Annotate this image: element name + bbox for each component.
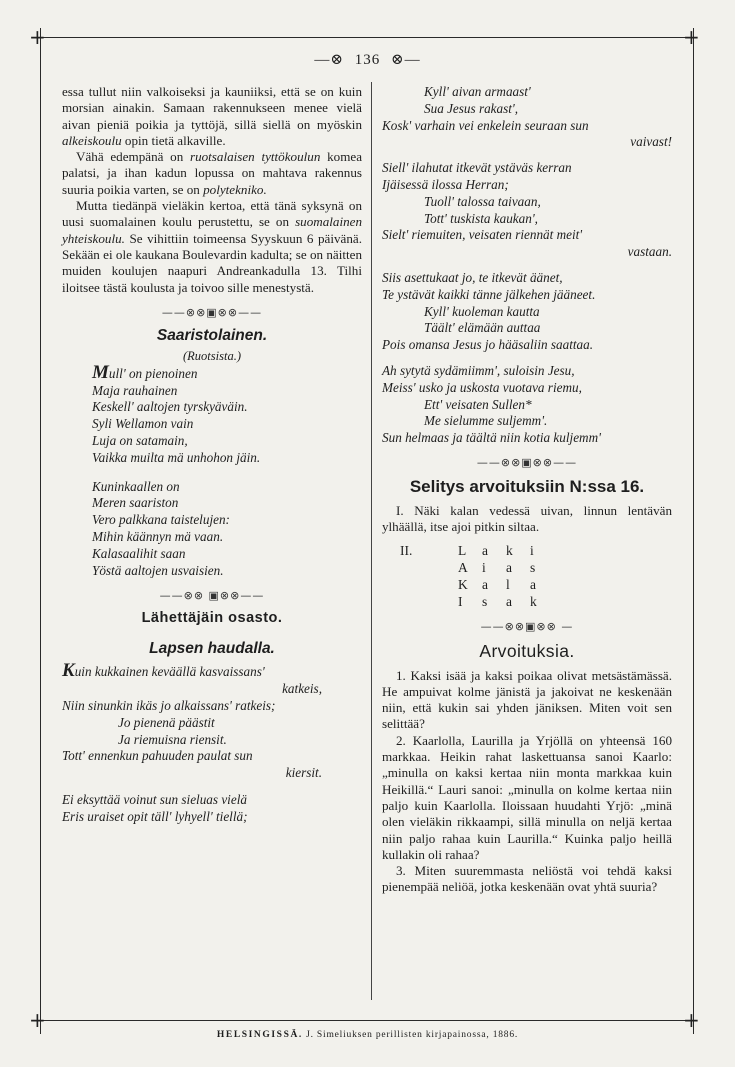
riddle-item: 3. Miten suuremmasta neliöstä voi tehdä kaksi pienempää neliöä, jotka keskenään ovat yhtä suuria? [382, 863, 672, 895]
poem-line: Mihin käännyn mä vaan. [92, 529, 224, 545]
imprint-city: HELSINGISSÄ. [216, 1030, 303, 1040]
stanza [92, 361, 362, 467]
grid-letter: k [530, 593, 537, 609]
text-run: essa tullut niin valkoiseksi ja kauniiksi, että se on kuin morsian ainakin. Samaan rakennukseen menee vielä aivan pieniä poikia ja tyttöjä, sillä siellä on myöskin [62, 84, 362, 132]
poem-saaristolainen [92, 361, 362, 580]
drop-cap: K [62, 660, 75, 682]
text-run: Se vihittiin toimeensa Syyskuun 6 päivänä. Sekään ei ole kaukana Boulevardin kadulta; se on näitten muiden koulujen naapuri Andreankadulla 13. Tilhi iloitsee tästä koulusta ja toivoo sille menestystä. [62, 230, 362, 295]
text-run: Mutta tiedänpä vieläkin kertoa, että tänä syksynä on uusi suomalainen koulu perustettu, se on [62, 198, 362, 230]
answers-text [382, 503, 672, 536]
poem-line: Meren saariston [92, 495, 179, 511]
poem-line: Kyll' kuoleman kautta [424, 303, 540, 319]
text-run: Vähä edempänä on [76, 149, 184, 165]
text-run: polytekniko. [203, 181, 267, 197]
answer-item: I. Näki kalan vedessä uivan, linnun lentävän ylhäällä, itse ajoi pitkin siltaa. [382, 502, 672, 535]
poem-line: Ijäisessä ilossa Herran; [382, 176, 509, 192]
poem-line: vaivast! [630, 134, 672, 150]
poem-title: Saaristolainen. [156, 326, 268, 344]
drop-cap: M [92, 361, 109, 383]
poem-line: Siell' ilahutat itkevät ystäväs kerran [382, 160, 572, 176]
ornament-right-icon: ⊗— [391, 52, 421, 68]
text-run: opin tietä alkaville. [124, 132, 226, 148]
grid-letter: l [506, 576, 510, 592]
word-square [382, 542, 672, 610]
poem-line: Vaikka muilta mä unhohon jäin. [92, 449, 261, 465]
poem-line: Tott' ennenkun pahuuden paulat sun [62, 748, 253, 764]
top-rule [36, 37, 696, 38]
answers-heading: Selitys arvoituksiin N:ssa 16. [409, 476, 645, 496]
crop-mark-icon: + [29, 1008, 46, 1032]
grid-letter: I [458, 593, 463, 609]
grid-letter: a [482, 542, 488, 558]
poem-line: Ei eksyttää voinut sun sieluas vielä [62, 792, 247, 807]
grid-letter: a [530, 576, 536, 592]
left-rule [40, 28, 41, 1034]
grid-letter: i [482, 559, 486, 575]
left-column [62, 84, 362, 835]
poem-line: Siis asettukaat jo, te itkevät äänet, [382, 269, 563, 285]
page-number: 136 [354, 52, 381, 68]
text-run: komea palatsi, ja ihan kadun lopussa on mahtava rakennus suuria poikia varten, se on [62, 149, 363, 197]
stanza [62, 660, 362, 782]
poem-line: Me sielumme suljemm'. [424, 413, 548, 429]
poem-line: Luja on satamain, [92, 433, 188, 449]
crop-mark-icon: + [29, 25, 46, 49]
riddles-text [382, 668, 672, 896]
poem-line: ull' on pienoinen [108, 365, 198, 381]
section-heading: Lähettäjäin osasto. [141, 610, 283, 627]
right-column [382, 84, 672, 896]
right-rule [693, 28, 694, 1034]
poem-line: Ett' veisaten Sullen* [424, 396, 532, 412]
grid-letter: a [506, 559, 512, 575]
poem-line: uin kukkainen keväällä kasvaissans' [74, 664, 265, 680]
riddle-item: 1. Kaksi isää ja kaksi poikaa olivat metsästämässä. He ampuivat kolme jänistä ja jakoivat ne keskenään niin, että kukin sai yhden jäniksen. Miten voit sen selittää? [382, 667, 672, 732]
grid-letter: a [506, 593, 512, 609]
stanza [382, 84, 672, 151]
ornament-divider: ——⊗⊗▣⊗⊗—— [161, 305, 263, 319]
poem-line: Keskell' aaltojen tyrskyäväin. [92, 399, 248, 415]
answer-label: II. [400, 542, 413, 558]
poem-line: Täält' elämään auttaa [424, 320, 541, 336]
stanza [382, 270, 672, 354]
text-run: ruotsalaisen tyttökoulun [189, 149, 321, 165]
crop-mark-icon: + [683, 1008, 700, 1032]
riddle-item: 2. Kaarlolla, Laurilla ja Yrjöllä on yhteensä 160 markkaa. Heikin rahat laskettuansa sanoi Kaarlo: „minulla on kaksi kertaa niin monta markkaa kuin Heikillä.“ Lauri sanoi: „minulla on kolme kertaa niin paljo kuin Kaarlolla. Iloissaan huudahti Yrjö: „minä olen vieläkin rikkaampi, sillä minulla on neljä kertaa niin paljo rahaa kuin Laurilla.“ Kuinka paljo heillä kullakin oli rahaa? [382, 732, 672, 862]
poem-line: Meiss' usko ja uskosta vuotava riemu, [382, 379, 582, 395]
poem-line: Sielt' riemuiten, veisaten riennät meit' [382, 227, 583, 243]
poem-line: Kosk' varhain vei enkelein seuraan sun [382, 117, 589, 133]
poem-line: kiersit. [285, 765, 322, 781]
poem-line: Sua Jesus rakast', [424, 100, 519, 116]
text-run: alkeiskoulu [62, 132, 122, 148]
stanza [382, 363, 672, 447]
poem-line: Ja riemuisna riensit. [118, 731, 227, 747]
ornament-divider: ——⊗⊗▣⊗⊗—— [476, 455, 578, 469]
poem-line: Jo pienenä päästit [118, 714, 215, 730]
poem-line: Kuninkaallen on [92, 478, 180, 494]
imprint-printer: J. Simeliuksen perillisten kirjapainossa, 1886. [306, 1030, 519, 1040]
poem-line: Vero palkkana taistelujen: [92, 512, 230, 528]
poem-line: katkeis, [282, 681, 322, 697]
poem-line: vastaan. [627, 244, 672, 260]
stanza [62, 792, 362, 826]
poem-line: Kalasaalihit saan [92, 545, 186, 561]
article-text [62, 84, 362, 296]
poem-line: Yöstä aaltojen usvaisien. [92, 562, 224, 578]
riddles-heading: Arvoituksia. [479, 640, 575, 661]
ornament-divider: ——⊗⊗ ▣⊗⊗—— [159, 589, 265, 603]
imprint-footer [0, 1030, 735, 1040]
column-divider [371, 82, 372, 1000]
grid-letter: K [458, 576, 468, 592]
poem-source: (Ruotsista.) [183, 348, 241, 363]
stanza [92, 479, 362, 580]
poem-line: Pois omansa Jesus jo hääsaliin saattaa. [382, 337, 594, 353]
grid-letter: L [458, 542, 467, 558]
poem-line: Tott' tuskista kaukan', [424, 210, 538, 226]
bottom-rule [36, 1020, 696, 1021]
poem-line: Syli Wellamon vain [92, 416, 194, 432]
poem-line: Kyll' aivan armaast' [424, 84, 531, 99]
ornament-divider: ——⊗⊗▣⊗⊗ — [480, 619, 574, 633]
crop-mark-icon: + [683, 25, 700, 49]
poem-line: Eris uraiset opit täll' lyhyell' tiellä; [62, 808, 248, 824]
text-run: suomalainen yhteiskoulu. [62, 214, 362, 246]
grid-letter: s [530, 559, 536, 575]
poem-line: Tuoll' talossa taivaan, [424, 193, 541, 209]
poem-continuation [382, 84, 672, 447]
stanza [382, 160, 672, 261]
ornament-left-icon: —⊗ [314, 52, 344, 68]
poem-line: Te ystävät kaikki tänne jälkehen jääneet. [382, 286, 596, 302]
poem-line: Ah sytytä sydämiimm', suloisin Jesu, [382, 362, 575, 378]
grid-letter: A [458, 559, 468, 575]
poem-lapsen-haudalla [62, 660, 362, 825]
grid-letter: k [506, 542, 513, 558]
poem-line: Sun helmaas ja täältä niin kotia kuljemm' [382, 430, 601, 446]
poem-line: Niin sinunkin ikäs jo alkaissans' ratkeis; [62, 698, 276, 714]
poem-line: Maja rauhainen [92, 382, 178, 398]
poem-title: Lapsen haudalla. [149, 640, 275, 658]
grid-letter: i [530, 542, 534, 558]
grid-letter: s [482, 593, 488, 609]
page-number-line [0, 50, 735, 69]
grid-letter: a [482, 576, 488, 592]
